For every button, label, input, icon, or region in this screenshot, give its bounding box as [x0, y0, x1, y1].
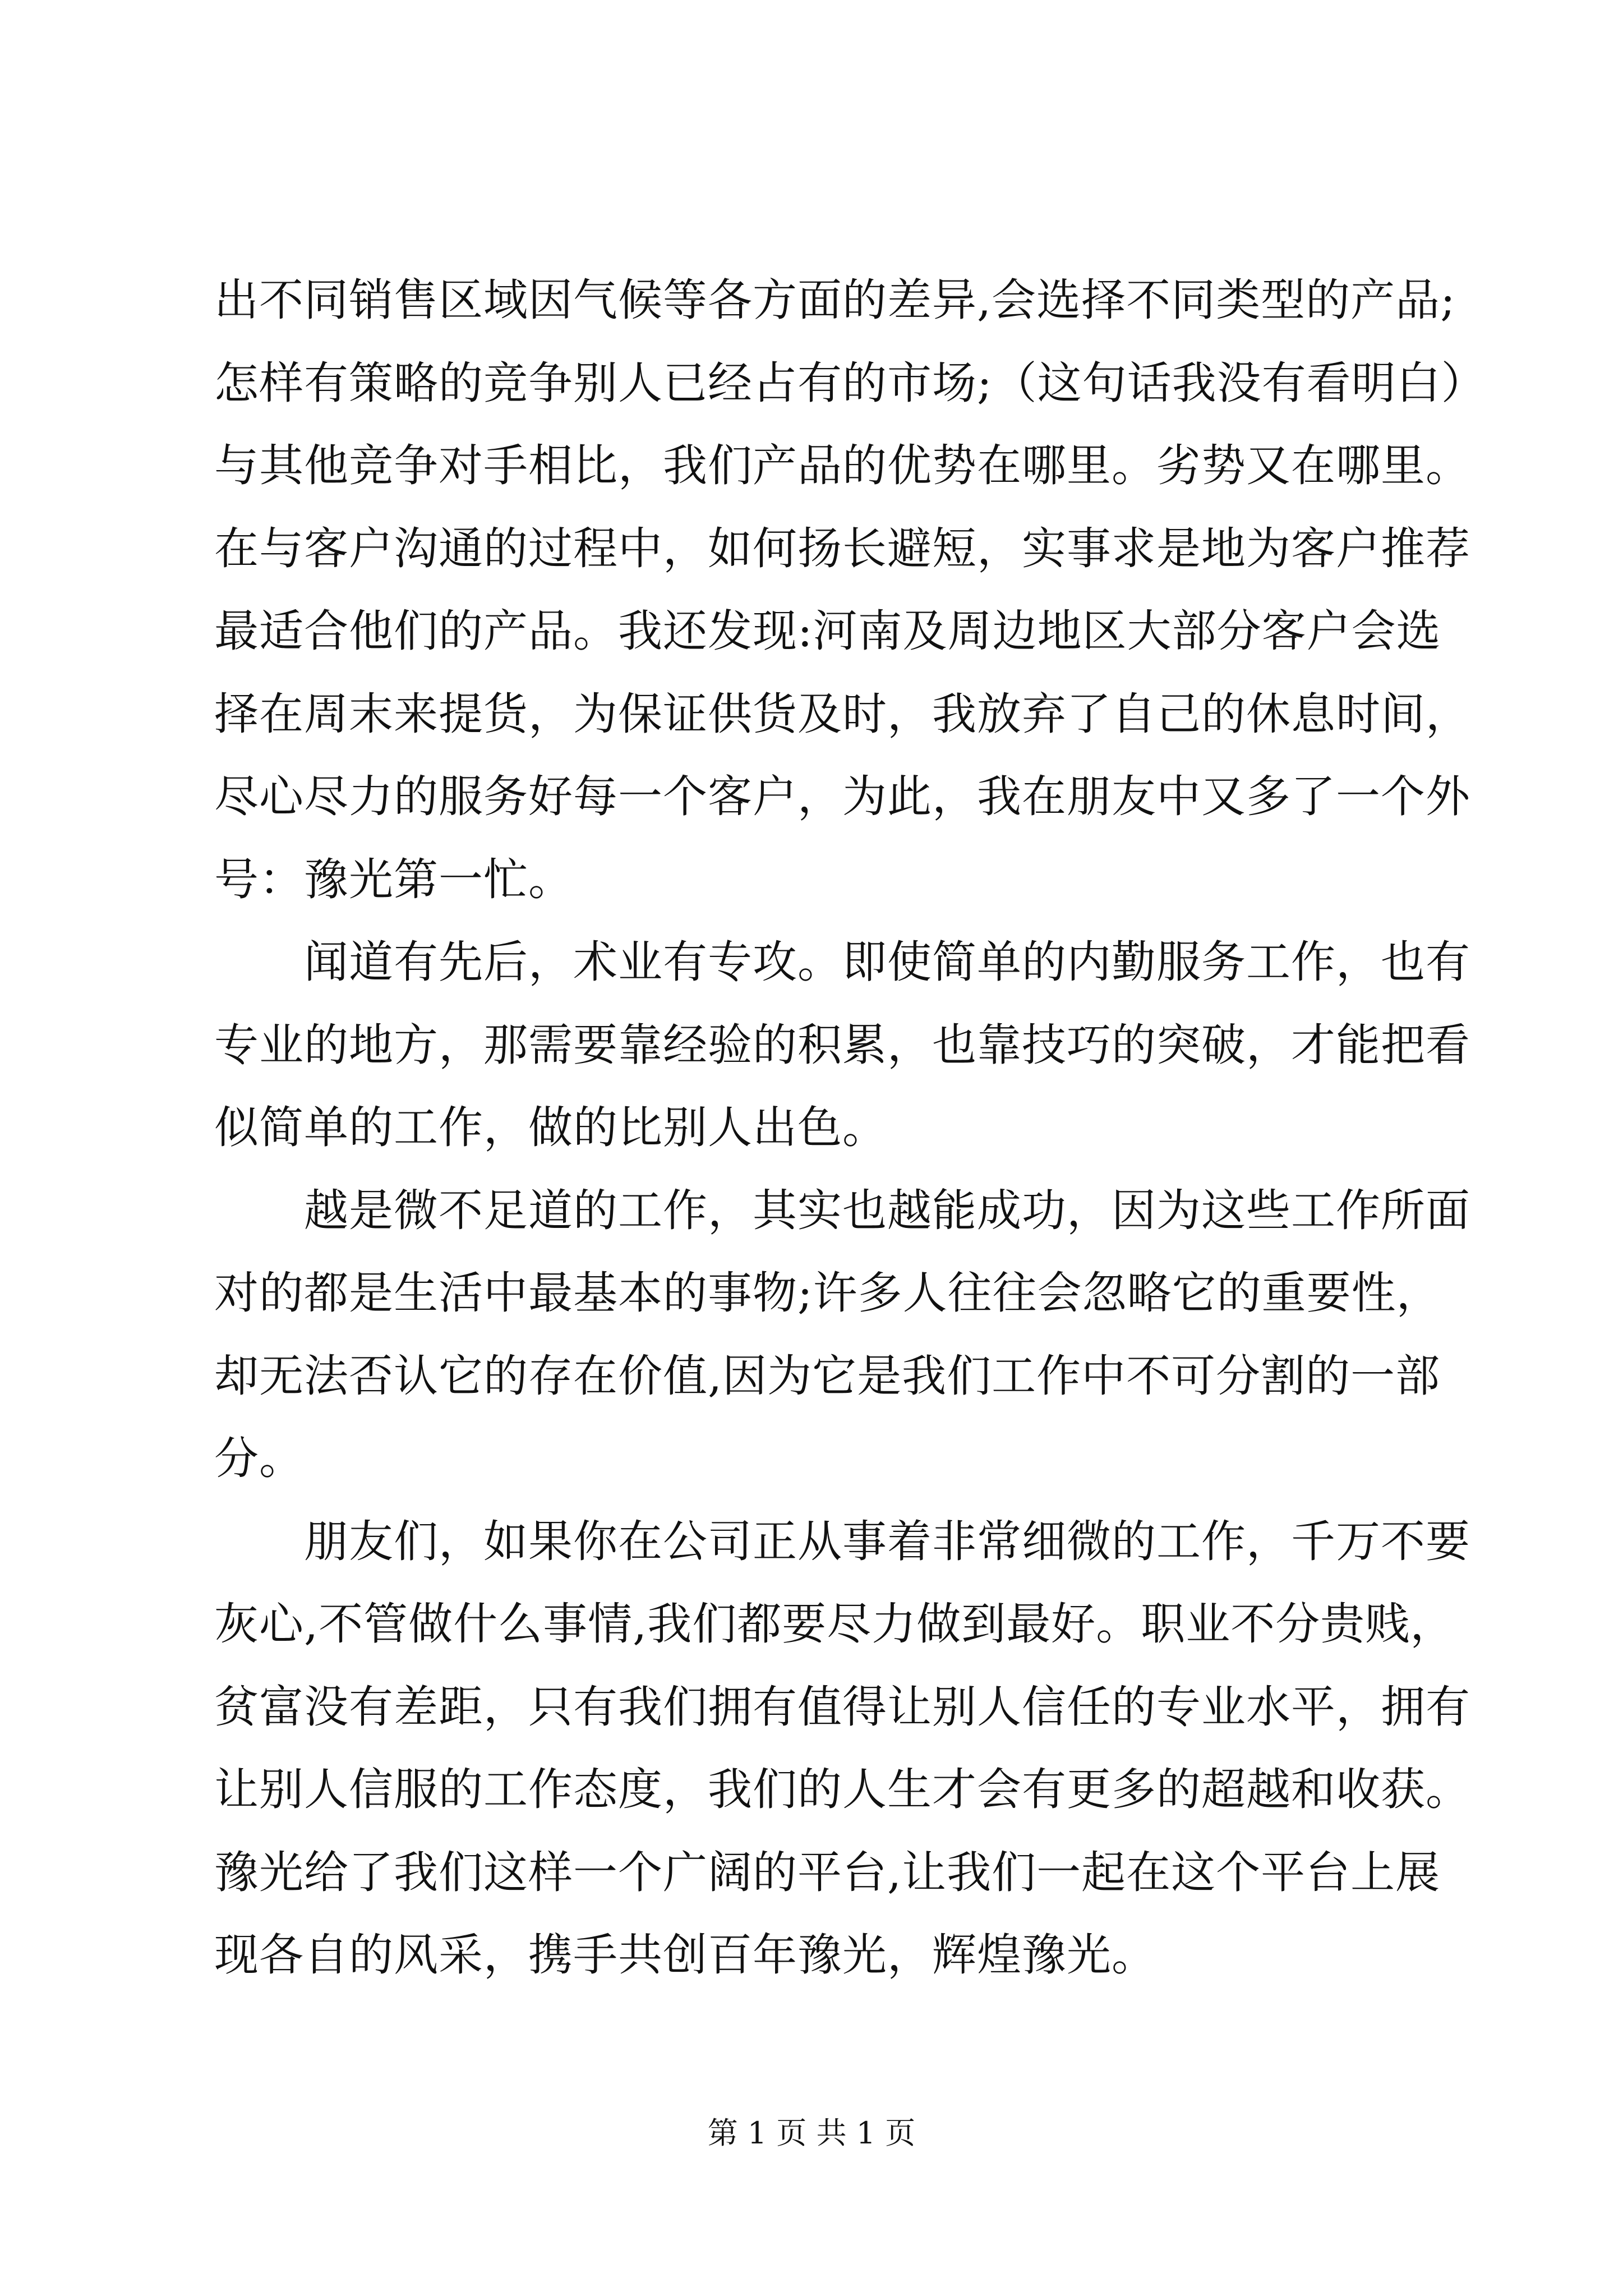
text-line: 似简单的工作，做的比别人出色。: [214, 1102, 887, 1153]
text-line: 却无法否认它的存在价值,因为它是我们工作中不可分割的一部: [214, 1350, 1441, 1402]
text-line: 专业的地方，那需要靠经验的积累，也靠技巧的突破，才能把看: [214, 1019, 1470, 1071]
text-line: 在与客户沟通的过程中，如何扬长避短，实事求是地为客户推荐: [214, 522, 1470, 574]
text-line: 怎样有策略的竞争别人已经占有的市场;（这句话我没有看明白）: [214, 357, 1486, 409]
text-line: 贫富没有差距，只有我们拥有值得让别人信任的专业水平，拥有: [214, 1681, 1470, 1733]
text-line: 豫光给了我们这样一个广阔的平台,让我们一起在这个平台上展: [214, 1846, 1441, 1898]
paragraph-first-line: 闻道有先后，术业有专攻。即使简单的内勤服务工作，也有: [304, 936, 1470, 988]
text-line: 现各自的风采，携手共创百年豫光，辉煌豫光。: [214, 1929, 1156, 1981]
page-number-footer: 第 1 页 共 1 页: [707, 2115, 916, 2151]
text-line: 最适合他们的产品。我还发现:河南及周边地区大部分客户会选: [214, 605, 1441, 657]
text-line: 让别人信服的工作态度，我们的人生才会有更多的超越和收获。: [214, 1764, 1470, 1815]
paragraph-first-line: 朋友们，如果你在公司正从事着非常细微的工作，千万不要: [304, 1515, 1470, 1567]
text-line: 尽心尽力的服务好每一个客户，为此，我在朋友中又多了一个外: [214, 771, 1470, 822]
text-line: 对的都是生活中最基本的事物;许多人往往会忽略它的重要性，: [214, 1267, 1441, 1319]
text-line: 灰心,不管做什么事情,我们都要尽力做到最好。职业不分贵贱，: [214, 1598, 1455, 1650]
text-line: 择在周末来提货，为保证供货及时，我放弃了自己的休息时间，: [214, 688, 1470, 740]
text-line: 号：豫光第一忙。: [214, 853, 573, 905]
text-line: 分。: [214, 1433, 304, 1484]
document-body: [214, 259, 1486, 1997]
text-line: 出不同销售区域因气候等各方面的差异,会选择不同类型的产品;: [214, 274, 1456, 326]
paragraph-first-line: 越是微不足道的工作，其实也越能成功，因为这些工作所面: [304, 1184, 1470, 1236]
text-line: 与其他竞争对手相比，我们产品的优势在哪里。劣势又在哪里。: [214, 440, 1470, 491]
